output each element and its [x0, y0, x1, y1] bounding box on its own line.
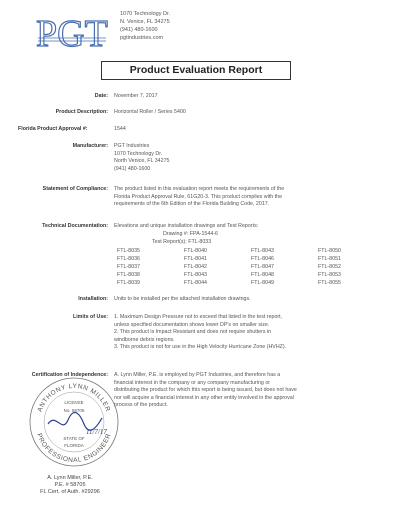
test-report-cell: FTL-8041: [184, 256, 207, 263]
installation-value: Units to be installed per the attached installation drawings.: [114, 296, 251, 302]
test-report-cell: FTL-8043: [184, 272, 207, 279]
manufacturer-line: PGT Industries: [114, 143, 150, 149]
test-report-grid: [117, 247, 387, 287]
test-report-row: [117, 271, 387, 279]
limits-list: [114, 314, 386, 352]
drawing-number-value: FPA-1544-6: [189, 231, 218, 237]
test-report-cell: FTL-8036: [117, 256, 140, 263]
certification-line: financial interest in the company or any company manufacturing or: [114, 379, 271, 386]
test-report-value: FTL-8033: [188, 239, 212, 245]
limits-item: 1. Maximum Design Pressure not to exceed that listed in the test report,: [114, 314, 283, 320]
test-report-cell: FTL-8044: [184, 280, 207, 287]
product-description-label: Product Description:: [55, 109, 108, 115]
test-report-cell: FTL-8052: [318, 264, 341, 271]
test-report-cell: FTL-8053: [318, 272, 341, 279]
certification-line: nor will acquire a financial interest in any other entity involved in the approval: [114, 394, 294, 401]
test-report-cell: FTL-8055: [318, 280, 341, 287]
product-description-value: Horizontal Roller / Series 5400: [114, 109, 186, 115]
compliance-label: Statement of Compliance:: [42, 186, 108, 192]
address-line: 1070 Technology Dr.: [120, 11, 171, 17]
limits-item: 2. This product is Impact Resistant and does not require shutters in: [114, 329, 272, 336]
test-report-cell: FTL-8046: [251, 256, 274, 263]
installation-label: Installation:: [78, 296, 108, 302]
pgt-logo: [36, 10, 108, 54]
test-report-cell: FTL-8047: [251, 264, 274, 271]
manufacturer-value: [114, 143, 386, 173]
address-line: N. Venice, FL 34275: [120, 19, 170, 25]
test-report-row: [117, 263, 387, 271]
manufacturer-line: North Venice, FL 34275: [114, 158, 170, 165]
test-report-row: [117, 255, 387, 263]
seal-license: LICENSE: [64, 400, 84, 405]
logo-text: PGT: [36, 13, 108, 54]
test-report-cell: FTL-8051: [318, 256, 341, 263]
test-report-line: [152, 239, 211, 247]
test-report-cell: FTL-8048: [251, 272, 274, 279]
certification-text: [114, 372, 386, 410]
test-report-cell: FTL-8050: [318, 248, 341, 254]
test-report-cell: FTL-8042: [184, 264, 207, 271]
manufacturer-line: 1070 Technology Dr.: [114, 150, 163, 157]
drawing-number-line: [163, 231, 218, 239]
engineer-pe-number: P.E. # 58705: [54, 482, 86, 489]
seal-number: No. 58705: [63, 408, 85, 413]
seal-bottom-text: PROFESSIONAL ENGINEER: [35, 432, 113, 465]
engineer-seal: [28, 374, 120, 470]
test-report-cell: FTL-8035: [117, 248, 140, 254]
seal-state: STATE OF: [63, 436, 85, 441]
test-report-cell: FTL-8049: [251, 280, 274, 287]
test-report-row: [117, 247, 387, 255]
address-line: pgtindustries.com: [120, 35, 164, 41]
limits-item: windborne debris regions.: [114, 336, 175, 343]
approval-label: Florida Product Approval #:: [18, 126, 88, 132]
signature-block: [20, 475, 120, 497]
manufacturer-label: Manufacturer:: [72, 143, 108, 149]
report-title: Product Evaluation Report: [101, 61, 291, 80]
compliance-line: requirements of the 6th Edition of the Florida Building Code, 2017.: [114, 201, 270, 208]
date-value: November 7, 2017: [114, 93, 158, 99]
test-report-label: Test Report(s):: [152, 239, 187, 245]
test-report-cell: FTL-8039: [117, 280, 140, 287]
test-report-cell: FTL-8043: [251, 248, 274, 254]
seal-top-text: ANTHONY LYNN MILLER: [36, 382, 112, 414]
technical-value: Elevations and unique installation drawings and Test Reports:: [114, 223, 259, 229]
test-report-cell: FTL-8040: [184, 248, 207, 254]
limits-label: Limits of Use:: [72, 314, 108, 320]
address-line: (941) 480-1600: [120, 27, 158, 33]
manufacturer-line: (941) 480-1600: [114, 165, 151, 172]
compliance-line: The product listed in this evaluation report meets the requirements of the: [114, 186, 285, 192]
test-report-cell: FTL-8037: [117, 264, 140, 271]
technical-label: Technical Documentation:: [42, 223, 108, 229]
seal-state-name: FLORIDA: [64, 443, 84, 448]
certification-label: Certification of Independence:: [31, 372, 108, 378]
seal-date: 11/7/17: [86, 428, 107, 436]
certification-line: process of the product.: [114, 402, 168, 409]
company-address: [120, 10, 170, 42]
test-report-row: [117, 279, 387, 287]
certificate-of-authorization: FL Cert. of Auth. #29296: [40, 489, 100, 496]
approval-value: 1544: [114, 126, 126, 132]
compliance-line: Florida Product Approval Rule, 61G20-3. This product complies with the: [114, 193, 283, 200]
limits-item: 3. This product is not for use in the High Velocity Hurricane Zone (HVHZ).: [114, 344, 287, 351]
date-label: Date:: [94, 93, 108, 99]
certification-line: distributing the product for which this report is being issued, but does not have: [114, 387, 297, 394]
test-report-cell: FTL-8038: [117, 272, 140, 279]
certification-line: A. Lynn Miller, P.E. is employed by PGT Industries, and therefore has a: [114, 372, 281, 378]
limits-item: unless specified documentation shows lower DP's on smaller size.: [114, 321, 270, 328]
engineer-name: A. Lynn Miller, P.E.: [47, 475, 93, 481]
compliance-value: [114, 186, 386, 209]
drawing-number-label: Drawing #:: [163, 231, 189, 237]
